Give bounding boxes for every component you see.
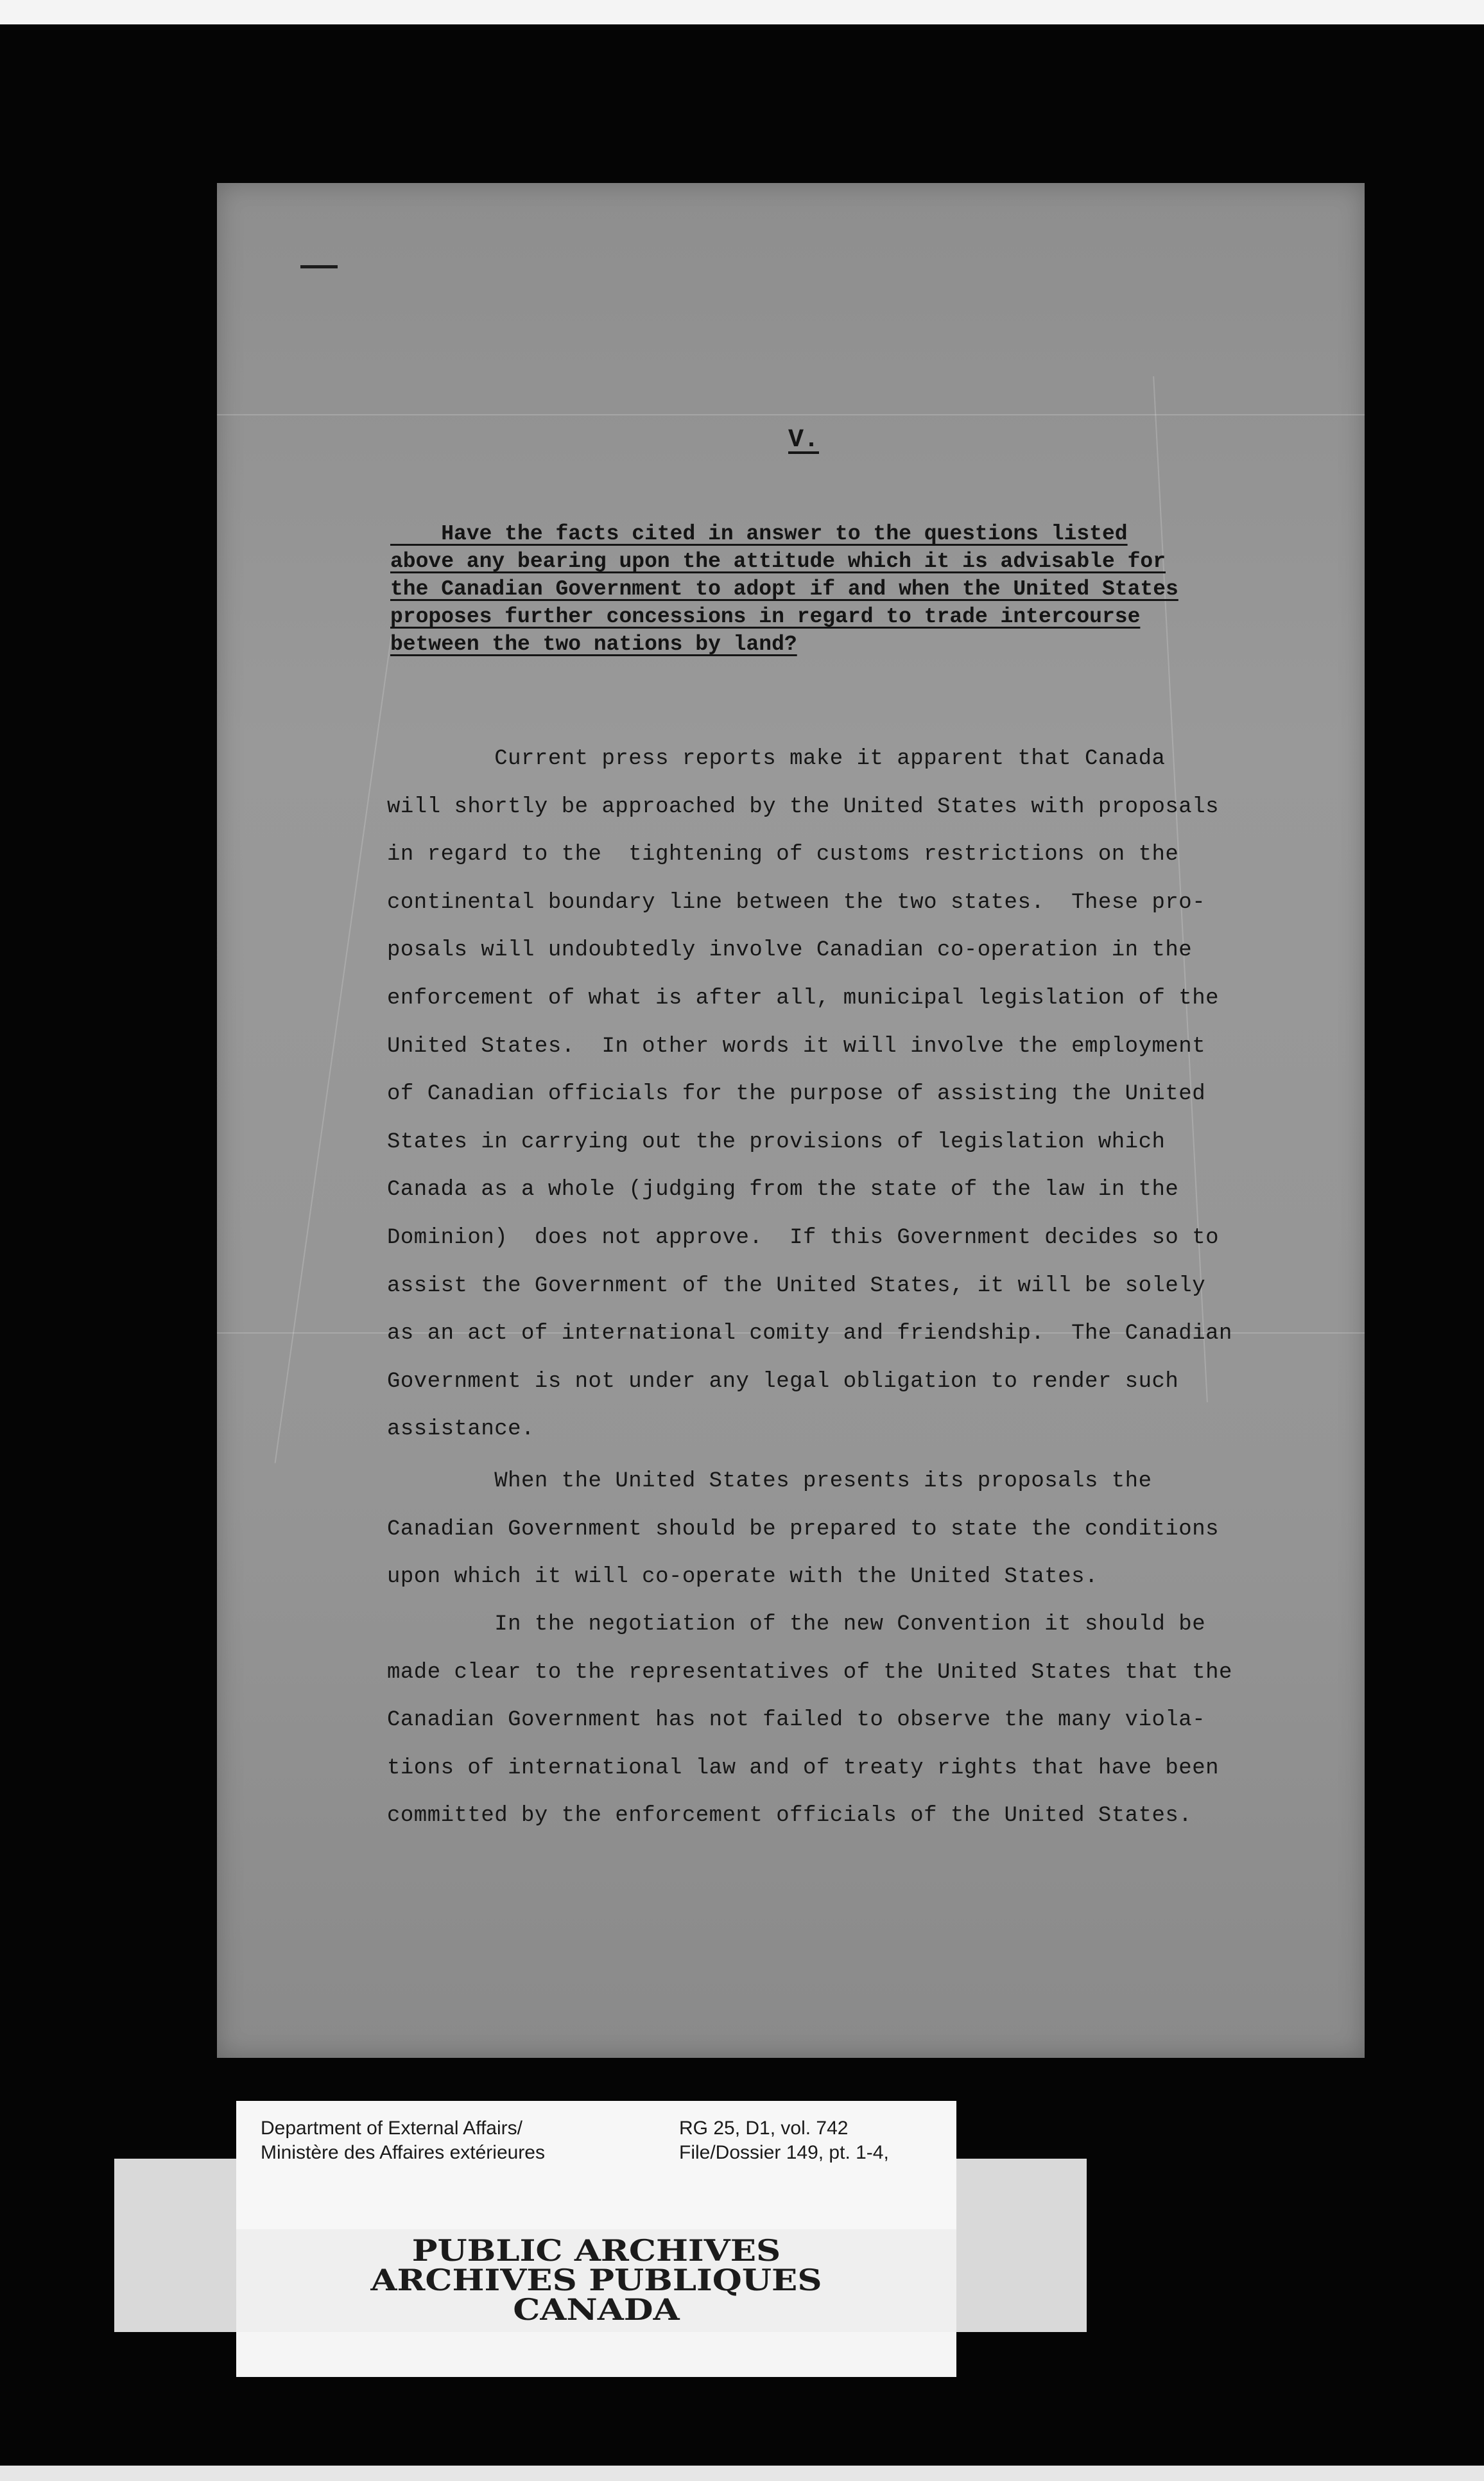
paragraph-line: continental boundary line between the two states. These pro-	[387, 890, 1206, 915]
archive-reference-label	[236, 2101, 956, 2229]
question-line: the Canadian Government to adopt if and when the United States	[390, 577, 1178, 601]
paragraph-line: of Canadian officials for the purpose of assisting the United	[387, 1082, 1206, 1107]
department-en: Department of External Affairs/	[261, 2118, 522, 2139]
paragraph-line: enforcement of what is after all, municipal legislation of the	[387, 986, 1220, 1011]
paragraph-line: United States. In other words it will involve the employment	[387, 1034, 1206, 1059]
margin-mark	[300, 265, 338, 268]
question-line: proposes further concessions in regard to trade intercourse	[390, 605, 1141, 629]
film-top-edge	[0, 0, 1484, 24]
department-block	[261, 2116, 545, 2165]
record-group: RG 25, D1, vol. 742	[679, 2118, 849, 2139]
paragraph-line: tions of international law and of treaty rights that have been	[387, 1755, 1220, 1780]
paragraph-negotiation	[387, 1601, 1318, 1840]
question-line: between the two nations by land?	[390, 632, 797, 656]
paragraph-line: Canadian Government should be prepared to state the conditions	[387, 1517, 1220, 1542]
paragraph-line: Government is not under any legal obligation to render such	[387, 1369, 1179, 1394]
archive-stamp-footer	[236, 2332, 956, 2377]
paragraph-line: In the negotiation of the new Convention it should be	[387, 1612, 1206, 1637]
section-heading	[217, 426, 1365, 455]
paragraph-line: Canada as a whole (judging from the state of the law in the	[387, 1178, 1179, 1203]
stamp-line-1: PUBLIC ARCHIVES	[411, 2233, 781, 2268]
paragraph-line: Canadian Government has not failed to observe the many viola-	[387, 1708, 1206, 1733]
paragraph-line: assist the Government of the United States, it will be solely	[387, 1273, 1206, 1298]
stamp-line-3: CANADA	[513, 2292, 680, 2327]
paragraph-line: Current press reports make it apparent that Canada	[387, 747, 1166, 771]
paragraph-line: as an act of international comity and friendship. The Canadian	[387, 1321, 1232, 1346]
paragraph-line: upon which it will co-operate with the United States.	[387, 1565, 1098, 1590]
department-fr: Ministère des Affaires extérieures	[261, 2142, 545, 2163]
question-line: Have the facts cited in answer to the questions listed	[390, 522, 1128, 546]
question-line: above any bearing upon the attitude which it is advisable for	[390, 550, 1166, 573]
section-heading-text: V.	[788, 426, 819, 455]
paragraph-proposals	[387, 1458, 1318, 1601]
film-scratch	[217, 414, 1365, 415]
film-bottom-edge	[0, 2466, 1484, 2481]
typed-document-page	[217, 183, 1365, 2058]
paragraph-line: Dominion) does not approve. If this Government decides so to	[387, 1225, 1220, 1250]
paragraph-line: in regard to the tightening of customs restrictions on the	[387, 842, 1179, 867]
paragraph-line: When the United States presents its proposals the	[387, 1469, 1152, 1493]
paragraph-line: assistance.	[387, 1417, 535, 1442]
stamp-line-2: ARCHIVES PUBLIQUES	[370, 2263, 822, 2297]
archive-stamp	[236, 2233, 956, 2327]
film-scratch	[275, 636, 392, 1463]
paragraph-press-reports	[387, 735, 1318, 1454]
paragraph-line: made clear to the representatives of the United States that the	[387, 1660, 1232, 1685]
paragraph-line: States in carrying out the provisions of legislation which	[387, 1129, 1166, 1154]
file-number: File/Dossier 149, pt. 1-4,	[679, 2142, 889, 2163]
paragraph-line: will shortly be approached by the United States with proposals	[387, 794, 1220, 819]
paragraph-line: committed by the enforcement officials of the United States.	[387, 1804, 1193, 1829]
question-block	[390, 520, 1308, 658]
paragraph-line: posals will undoubtedly involve Canadian co-operation in the	[387, 938, 1193, 963]
reference-block	[679, 2116, 889, 2165]
